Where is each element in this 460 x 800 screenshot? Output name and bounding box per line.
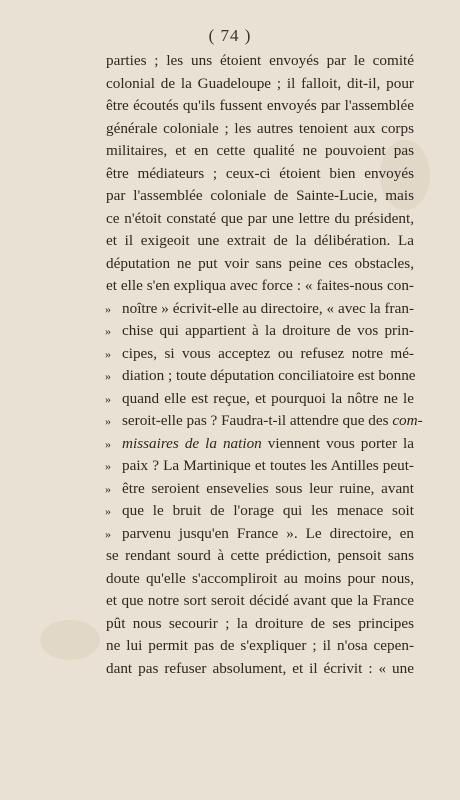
quoted-line: » paix ? La Martinique et toutes les Antilles peut- [106, 455, 414, 478]
text-line: dant pas refuser absolument, et il écrivit : « une [106, 659, 414, 677]
quote-mark: » [105, 391, 111, 406]
italic-phrase: com- [392, 412, 423, 429]
text-line: pût nous secourir ; la droiture de ses principes [106, 614, 414, 632]
quote-mark: » [105, 481, 111, 496]
text-line: et que notre sort seroit décidé avant que la France [106, 592, 414, 609]
italic-phrase: missaires de la nation [122, 434, 262, 452]
text-line: députation ne put voir sans peine ces obstacles, [106, 254, 414, 272]
quoted-line: » être seroient ensevelies sous leur ruine, avant [106, 478, 414, 501]
paper-stain [40, 620, 100, 660]
text-line: par l'assemblée coloniale de Sainte-Lucie, mais [106, 187, 414, 204]
quote-mark: » [105, 301, 111, 316]
quote-mark: » [105, 324, 111, 338]
text-line: doute qu'elle s'accompliroit au moins pour nous, [106, 569, 414, 587]
quote-mark: » [105, 504, 111, 518]
quoted-line: » cipes, si vous acceptez ou refusez notre mé- [106, 343, 414, 366]
quoted-line [106, 433, 414, 456]
quoted-line [105, 410, 423, 433]
quoted-line: » que le bruit de l'orage qui les menace soit [106, 500, 414, 523]
quote-mark: » [105, 346, 111, 361]
line-with-italic: seroit-elle pas ? Faudra-t-il attendre que des com- [122, 412, 423, 429]
text-line: se rendant sourd à cette prédiction, pensoit sans [106, 547, 414, 564]
quoted-line: » quand elle est reçue, et pourquoi la nôtre ne le [106, 388, 414, 411]
text-line: et elle s'en expliqua avec force : « faites-nous con- [106, 277, 414, 294]
quote-mark: » [105, 414, 111, 428]
quoted-line: » chise qui appartient à la droiture de vos prin- [106, 320, 414, 343]
quote-mark: » [105, 459, 111, 473]
body-text [105, 50, 423, 680]
text-line: générale coloniale ; les autres tenoient aux corps [106, 119, 414, 137]
quoted-line: » diation ; toute députation conciliatoire est bonne [106, 365, 414, 388]
text-line: ce n'étoit constaté que par une lettre du président, [106, 209, 414, 227]
text-line: parties ; les uns étoient envoyés par le comité [106, 52, 414, 69]
text-line: colonial de la Guadeloupe ; il falloit, dit-il, pour [106, 74, 414, 92]
text-line: être écoutés qu'ils fussent envoyés par l'assemblée [106, 97, 414, 114]
quote-mark: » [105, 526, 111, 541]
quote-mark: » [105, 369, 111, 383]
text-line: et il exigeoit une extrait de la délibération. La [106, 232, 414, 249]
quote-mark: » [105, 436, 111, 451]
text-line: militaires, et en cette qualité ne pouvoient pas [106, 142, 414, 159]
page-number: ( 74 ) [208, 26, 252, 45]
quoted-line: » noître » écrivit-elle au directoire, « avec la fran- [106, 298, 414, 321]
text-line: ne lui permit pas de s'expliquer ; il n'osa cepen- [106, 637, 414, 654]
text-line: être médiateurs ; ceux-ci étoient bien envoyés [106, 164, 414, 182]
quoted-line: » parvenu jusqu'en France ». Le directoire, en [106, 523, 414, 546]
line-with-italic: missaires de la nation viennent vous porter la [122, 434, 414, 452]
